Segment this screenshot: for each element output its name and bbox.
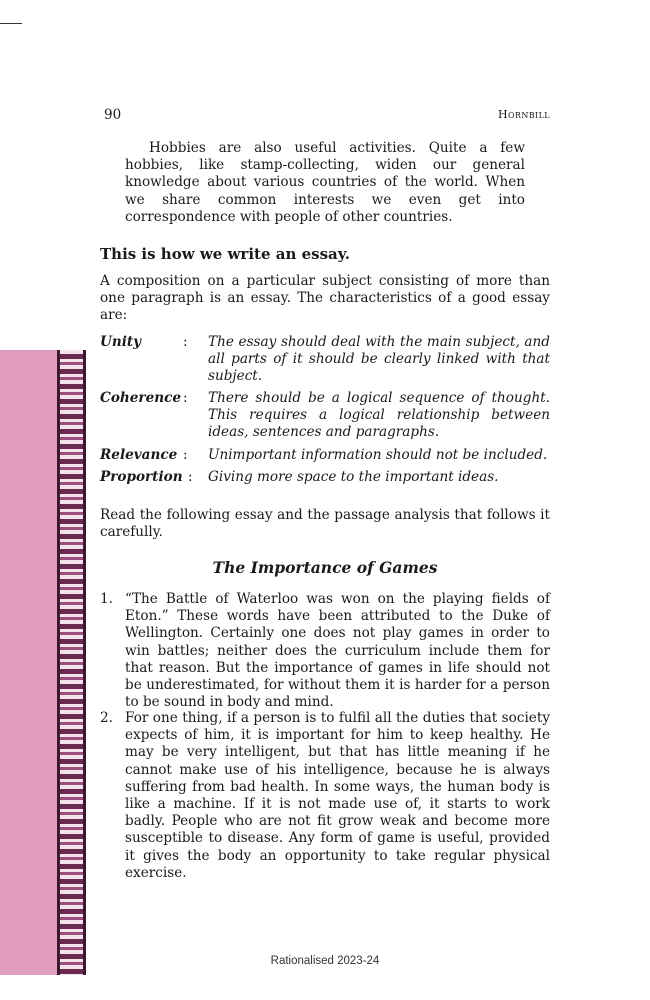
section-title: This is how we write an essay. [100,245,350,263]
page-number: 90 [104,107,122,123]
characteristic-description: The essay should deal with the main subject, and all parts of it should be clearly linked with that subject. [208,334,550,385]
read-paragraph: Read the following essay and the passage analysis that follows it carefully. [100,507,550,541]
characteristic-description: Unimportant information should not be included. [208,447,548,463]
definition-paragraph: A composition on a particular subject consisting of more than one paragraph is an essay. The characteristics of a good essay are: [100,273,550,324]
characteristic-description: Giving more space to the important ideas. [208,469,499,485]
characteristic-term: Coherence [100,390,182,406]
characteristic-description: There should be a logical sequence of thought. This requires a logical relationship between ideas, sentences and paragraphs. [208,390,550,441]
crop-mark [0,23,22,24]
characteristic-colon: : [183,334,188,350]
running-title: Hornbill [497,108,550,121]
paragraph-number: 2. [100,710,113,726]
decorative-side-band [0,350,57,975]
essay-title: The Importance of Games [212,558,438,577]
decorative-border-strip [57,350,86,975]
characteristic-colon: : [183,447,188,463]
paragraph-number: 1. [100,591,113,607]
characteristic-term: Unity [100,334,142,350]
paragraph-text: “The Battle of Waterloo was won on the playing fields of Eton.” These words have been attributed to the Duke of Wellington. Certainly one does not play games in order to win battles; neither does the curriculum include them for that reason. But the importance of games in life should not be underestimated, for without them it is harder for a person to be sound in body and mind. [125,591,550,711]
page-footer: Rationalised 2023-24 [270,955,380,967]
characteristic-term: Relevance [100,447,178,463]
characteristic-term: Proportion [100,469,183,485]
characteristic-colon: : [183,390,188,406]
characteristic-colon: : [188,469,193,485]
paragraph-text: For one thing, if a person is to fulfil all the duties that society expects of him, it is important for him to keep healthy. He may be very intelligent, but that has little meaning if he cannot make use of his intelligence, because he is always suffering from bad health. In some ways, the human body is like a machine. If it is not made use of, it starts to work badly. People who are not fit grow weak and become more susceptible to disease. Any form of game is useful, provided it gives the body an opportunity to take regular physical exercise. [125,710,550,881]
intro-paragraph: Hobbies are also useful activities. Quite a few hobbies, like stamp-collecting, widen our general knowledge about various countries of the world. When we share common interests we even get into correspondence with people of other countries. [125,140,525,225]
